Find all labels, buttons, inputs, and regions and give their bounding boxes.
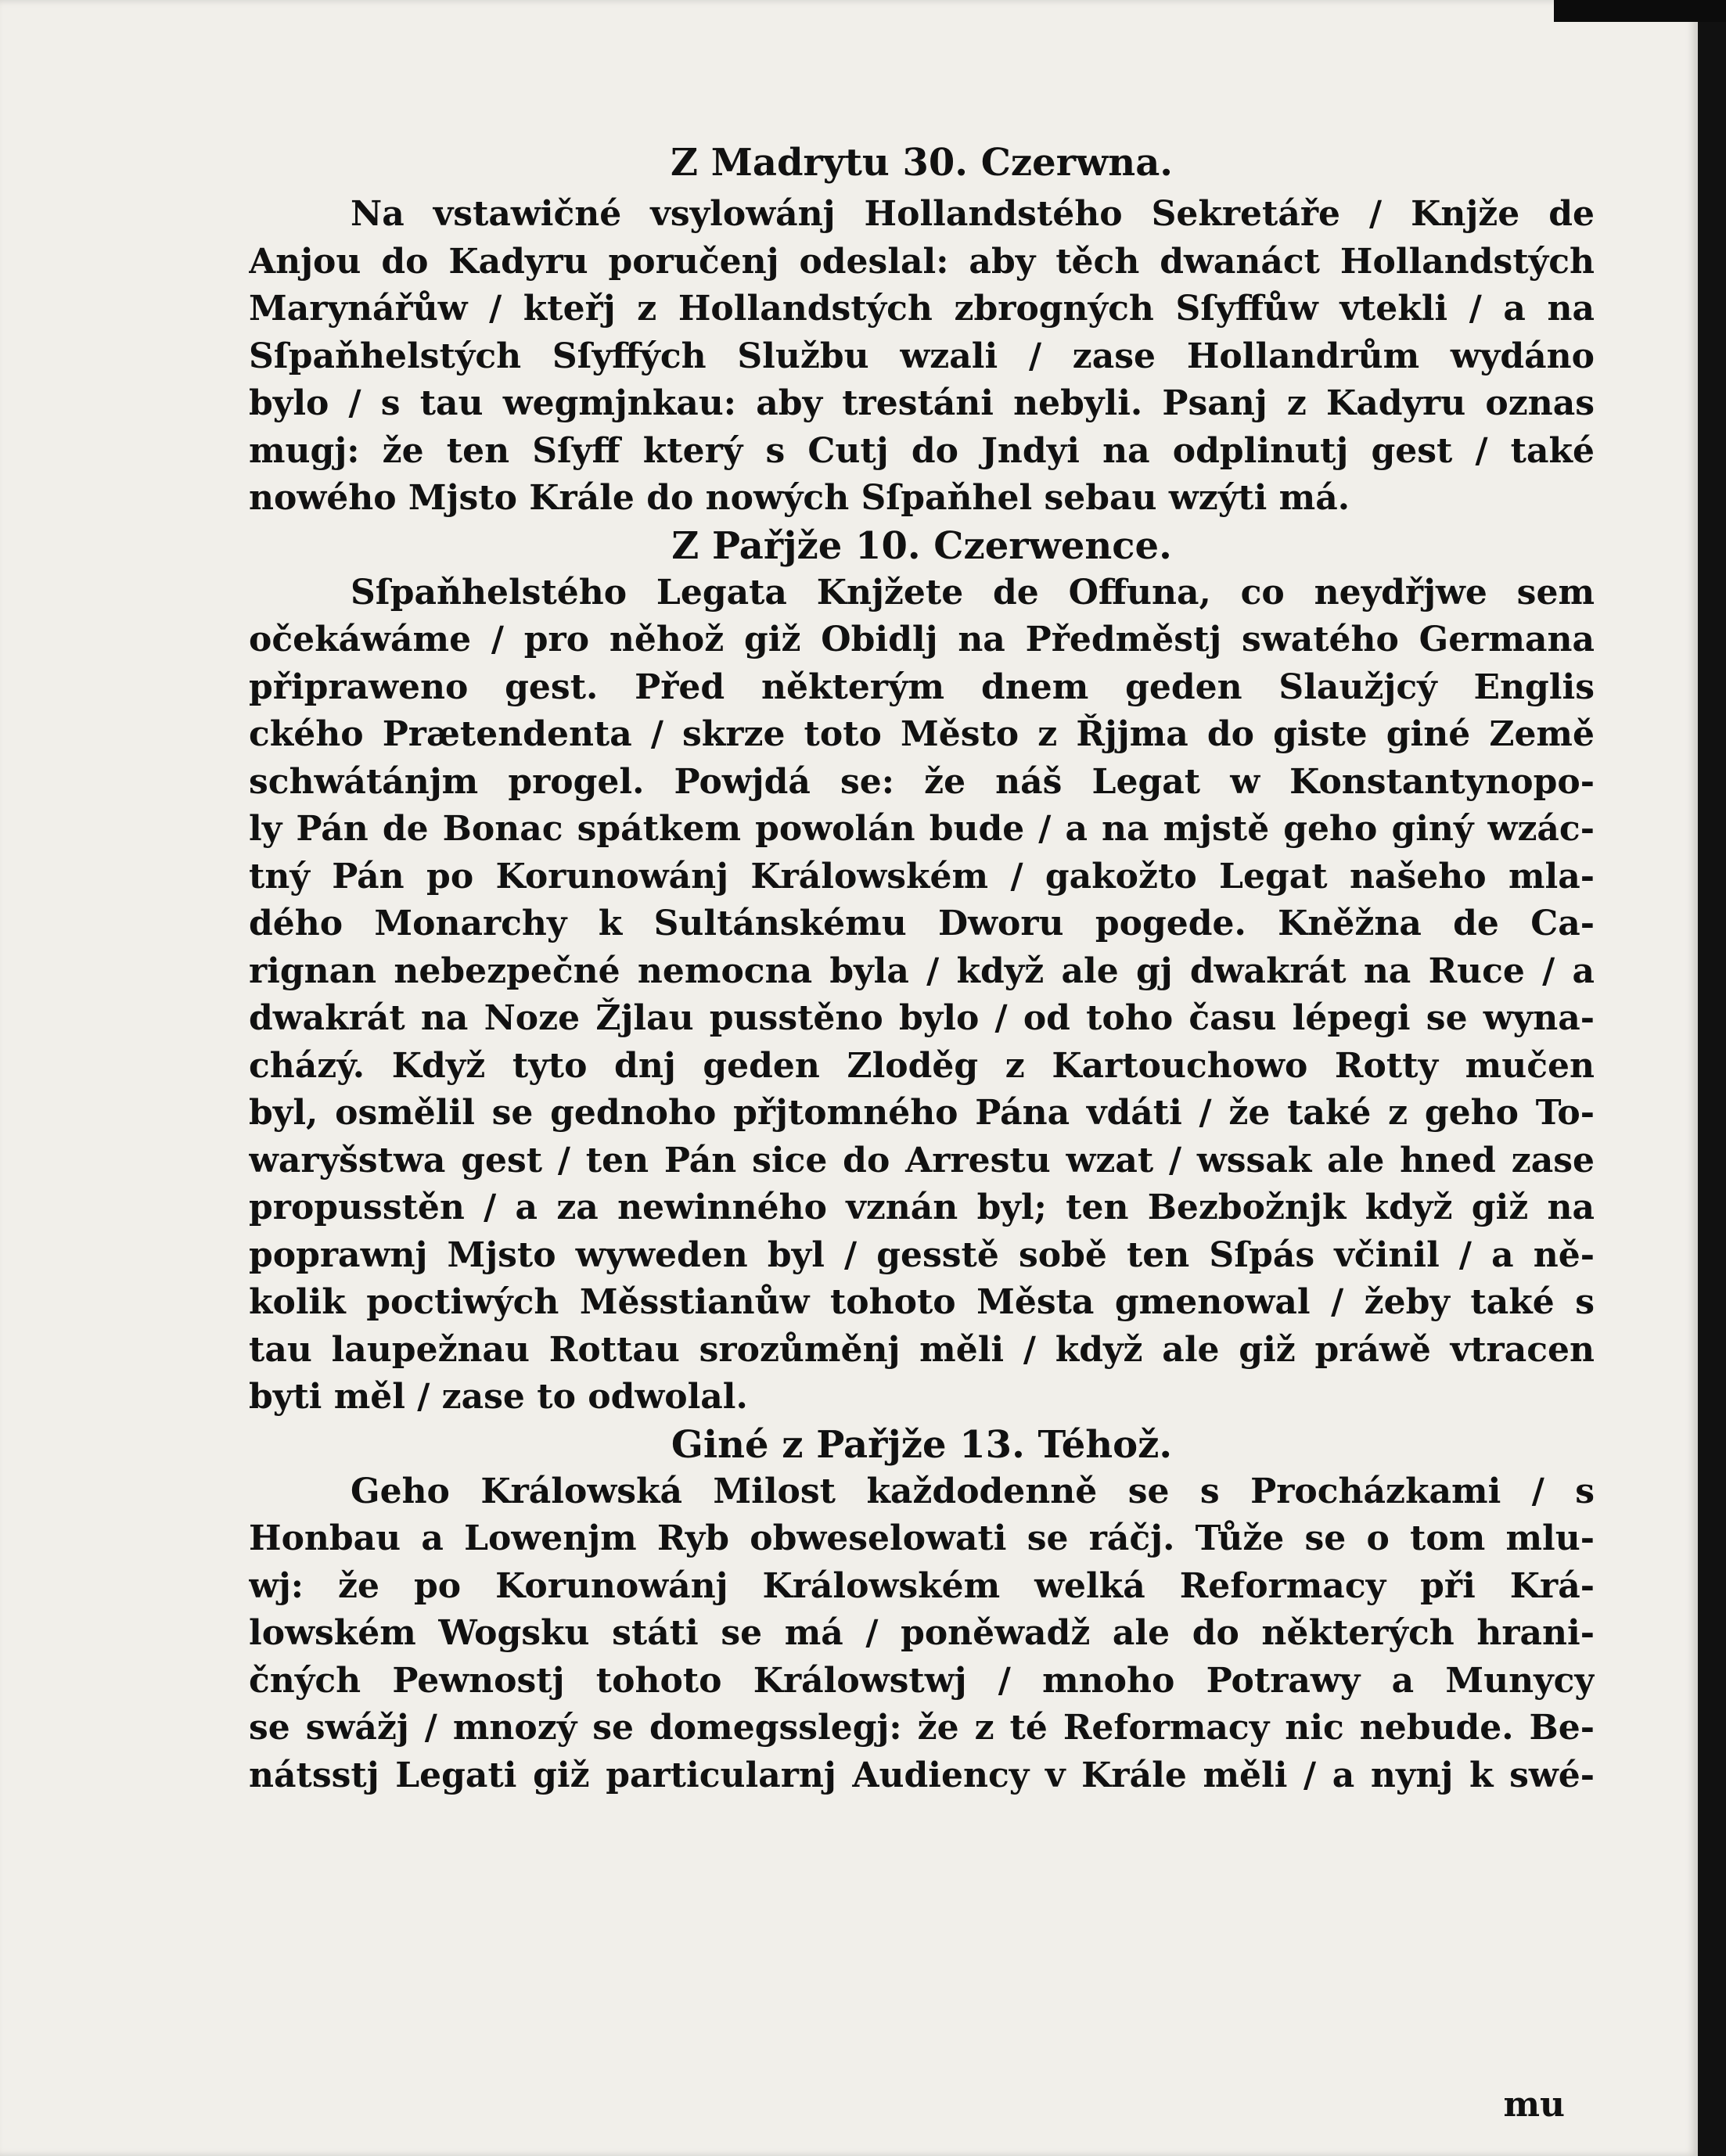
text-line: rignan nebezpečné nemocna byla / když ale gj dwakrát na Ruce / a [249,950,1595,991]
catchword: mu [1503,2085,1565,2125]
text-line: ly Pán de Bonac spátkem powolán bude / a na mjstě geho giný wzác- [249,809,1595,849]
text-line: očekáwáme / pro něhož giž Obidlj na Předměstj swatého Germana [249,620,1595,659]
text-line: bylo / s tau wegmjnkau: aby trestáni nebyli. Psanj z Kadyru oznas [249,383,1595,423]
text-line: Anjou do Kadyru poručenj odeslal: aby těch dwanáct Hollandstých [249,241,1595,282]
text-line: ckého Prætendenta / skrze toto Město z Řjjma do giste giné Země [249,714,1595,754]
text-line: schwátánjm progel. Powjdá se: že náš Legat w Konstantynopo- [249,761,1595,802]
text-line: poprawnj Mjsto wyweden byl / gesstě sobě ten Sſpás včinil / a ně- [249,1234,1595,1275]
text-line: se swážj / mnozý se domegsslegj: že z té Reformacy nic nebude. Be- [249,1708,1595,1748]
text-line: tau laupežnau Rottau srozůměnj měli / když ale giž práwě vtracen [249,1329,1595,1370]
paragraph-paris-2 [249,1468,1595,1800]
text-line: dého Monarchy k Sultánskému Dworu pogede. Kněžna de Ca- [249,904,1595,943]
text-line: cházý. Když tyto dnj geden Zloděg z Kartouchowo Rotty mučen [249,1045,1595,1086]
text-line: tný Pán po Korunowánj Králowském / gakožto Legat našeho mla- [249,856,1595,897]
text-line: byti měl / zase to odwolal. [249,1377,748,1417]
text-line: mugj: že ten Sſyff který s Cutj do Jndyi na odplinutj gest / také [249,430,1595,471]
section-heading-madrid: Z Madrytu 30. Czerwna. [670,141,1174,185]
text-line: nowého Mjsto Krále do nowých Sſpaňhel sebau wzýti má. [249,478,1350,518]
scan-border-top [1554,0,1726,22]
text-line: čných Pewnostj tohoto Králowstwj / mnoho Potrawy a Munycy [249,1660,1595,1701]
section-heading-paris-2: Giné z Pařjže 13. Téhož. [671,1422,1173,1467]
text-line: lowském Wogsku státi se má / poněwadž ale do některých hrani- [249,1613,1595,1653]
text-line: Na vstawičné vsylowánj Hollandstého Sekretáře / Knjže de [351,194,1595,234]
scan-border-right [1698,0,1726,2156]
text-line: dwakrát na Noze Žjlau pusstěno bylo / od toho času lépegi se wyna- [249,998,1595,1038]
text-line: připraweno gest. Před některým dnem geden Slaužjcý Englis [249,667,1595,707]
text-line: Honbau a Lowenjm Ryb obweselowati se ráčj. Tůže se o tom mlu- [249,1518,1595,1558]
text-line: nátsstj Legati giž particularnj Audiency v Krále měli / a nynj k swé- [249,1755,1595,1795]
text-line: Sſpaňhelstého Legata Knjžete de Offuna, co neydřjwe sem [351,572,1595,613]
text-line: kolik poctiwých Měsstianůw tohoto Města gmenowal / žeby také s [249,1282,1595,1322]
text-line: byl, osmělil se gednoho přjtomného Pána vdáti / že také z geho To- [249,1093,1595,1133]
document-text [249,139,1595,1799]
text-line: Marynářůw / kteřj z Hollandstých zbrogných Sſyffůw vtekli / a na [249,289,1595,329]
text-line: Geho Králowská Milost každodenně se s Procházkami / s [351,1471,1595,1511]
section-heading-paris-1: Z Pařjže 10. Czerwence. [671,523,1172,568]
paragraph-paris-1 [249,570,1595,1421]
text-line: waryšstwa gest / ten Pán sice do Arrestu wzat / wssak ale hned zase [249,1140,1595,1180]
text-line: propusstěn / a za newinného vznán byl; ten Bezbožnjk když giž na [249,1188,1595,1227]
paragraph-madrid [249,191,1595,523]
text-line: Sſpaňhelstých Sſyffých Službu wzali / zase Hollandrům wydáno [249,336,1595,376]
text-line: wj: že po Korunowánj Králowském welká Reformacy při Krá- [249,1565,1595,1606]
